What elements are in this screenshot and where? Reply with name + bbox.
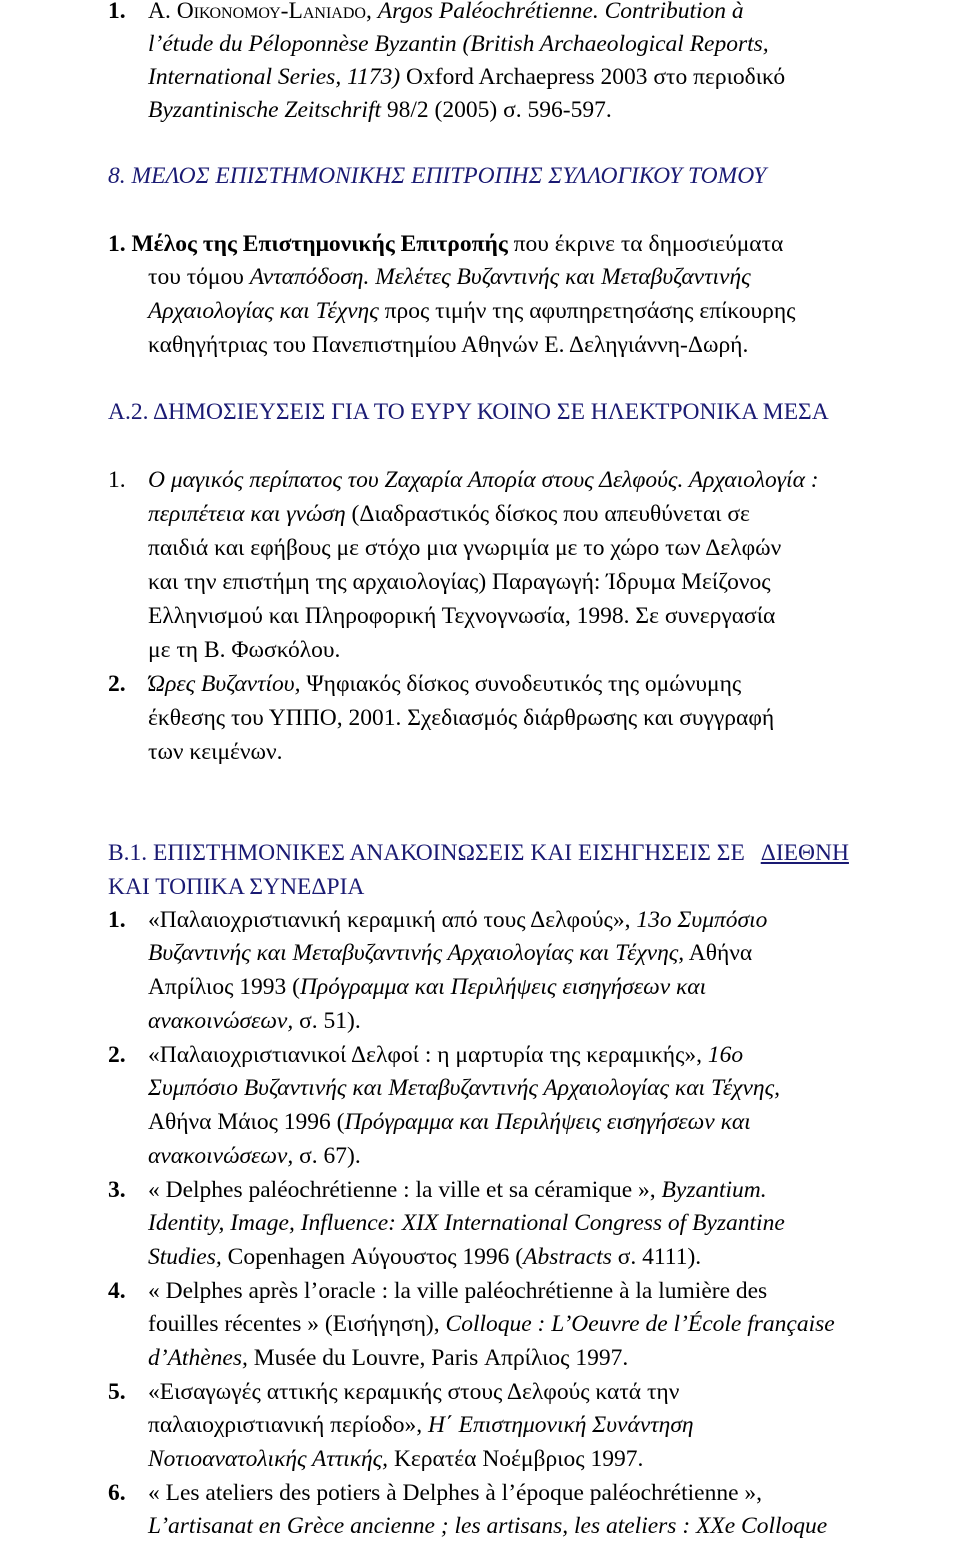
b1-item-2-line-1 [148, 1039, 743, 1073]
b1-heading-part-a: Β.1. ΕΠΙΣΤΗΜΟΝΙΚΕΣ ΑΝΑΚΟΙΝΩΣΕΙΣ ΚΑΙ ΕΙΣΗΓΗΣΕΙΣ ΣΕ [108, 840, 745, 866]
top-item-title-part: Argos Paléochrétienne. Contribution à [377, 0, 744, 24]
a2-item-1-line-1: Ο μαγικός περίπατος του Ζαχαρία Απορία στους Δελφούς. Αρχαιολογία : [148, 467, 819, 493]
s8-italic-part-2: Αρχαιολογίας και Τέχνης [148, 298, 379, 324]
b1-2-l4a: ανακοινώσεων, [148, 1143, 294, 1169]
b1-5-l3b: Κερατέα Νοέμβριος 1997. [393, 1446, 644, 1472]
b1-5-l2b: Η΄ Επιστημονική Συνάντηση [428, 1412, 694, 1438]
b1-1-l4b: σ. 51). [299, 1008, 361, 1034]
a2-item-2-line-3: των κειμένων. [148, 739, 283, 765]
b1-item-3-line-3 [148, 1241, 701, 1275]
b1-3-l1b: Byzantium. [661, 1177, 767, 1203]
b1-item-5-line-2 [148, 1409, 694, 1443]
b1-1-l4a: ανακοινώσεων, [148, 1008, 294, 1034]
b1-item-5-line-3 [148, 1443, 643, 1477]
b1-item-3-number: 3. [108, 1177, 126, 1203]
b1-item-1-line-1 [148, 904, 767, 938]
b1-item-6-line-1: « Les ateliers des potiers à Delphes à l’époque paléochrétienne », [148, 1480, 763, 1506]
top-item-number: 1. [108, 0, 126, 24]
b1-item-5-number: 5. [108, 1379, 126, 1405]
b1-item-1-line-3 [148, 971, 958, 1005]
b1-item-4-line-3 [148, 1342, 628, 1376]
b1-item-4-line-1: « Delphes après l’oracle : la ville paléochrétienne à la lumière des [148, 1278, 768, 1304]
section-a2-heading: Α.2. ΔΗΜΟΣΙΕΥΣΕΙΣ ΓΙΑ ΤΟ ΕΥΡΥ ΚΟΙΝΟ ΣΕ ΗΛΕΚΤΡΟΝΙΚΑ ΜΕΣΑ [108, 399, 829, 425]
b1-2-l1a: «Παλαιοχριστιανικοί Δελφοί : η μαρτυρία της κεραμικής», [148, 1042, 703, 1068]
a2-item-1-line-3: παιδιά και εφήβους με στόχο μια γνωριμία με το χώρο των Δελφών [148, 535, 782, 561]
b1-item-2-line-4 [148, 1140, 361, 1174]
b1-2-l3b: Πρόγραμμα και Περιλήψεις εισηγήσεων και [344, 1109, 751, 1135]
s8-line-4: καθηγήτριας του Πανεπιστημίου Αθηνών Ε. Δεληγιάννη-Δωρή. [148, 332, 749, 358]
b1-4-l3a: d’Athènes, [148, 1345, 248, 1371]
b1-item-6-number: 6. [108, 1480, 126, 1506]
s8-item-bold: 1. Μέλος της Επιστημονικής Επιτροπής [108, 231, 508, 257]
top-item-line-2: l’étude du Péloponnèse Byzantin (British Archaeological Reports, [148, 31, 769, 57]
b1-2-l3a: Αθήνα Μάιος 1996 ( [148, 1109, 345, 1135]
a2-item-1-line-4: και την επιστήμη της αρχαιολογίας) Παραγωγή: Ίδρυμα Μείζονος [148, 569, 771, 595]
b1-1-l1a: «Παλαιοχριστιανική κεραμική από τους Δελφούς», [148, 907, 631, 933]
b1-item-5-line-1: «Εισαγωγές αττικής κεραμικής στους Δελφούς κατά την [148, 1379, 680, 1405]
top-item-author: A. Οικονομου-Laniado, [148, 0, 372, 24]
b1-4-l2a: fouilles récentes » (Εισήγηση), [148, 1311, 440, 1337]
b1-item-1-line-2 [148, 937, 752, 971]
b1-2-l1b: 16ο [707, 1042, 744, 1068]
b1-5-l2a: παλαιοχριστιανική περίοδο», [148, 1412, 423, 1438]
b1-3-l3a: Studies, [148, 1244, 222, 1270]
a2-item-1-line-2: περιπέτεια και γνώση (Διαδραστικός δίσκος που απευθύνεται σε [148, 501, 750, 527]
top-item-publisher: Oxford Archaepress 2003 στο περιοδικό [406, 64, 786, 90]
a2-item-2-line-2: έκθεσης του ΥΠΠΟ, 2001. Σχεδιασμός διάρθρωσης και συγγραφή [148, 705, 775, 731]
a2-item-2-number: 2. [108, 671, 126, 697]
s8-line-3 [148, 295, 795, 329]
a2-item-1-line-6: με τη Β. Φωσκόλου. [148, 637, 341, 663]
section-b1-heading-line-2: ΚΑΙ ΤΟΠΙΚΑ ΣΥΝΕΔΡΙΑ [108, 874, 365, 900]
s8-line-1 [108, 228, 960, 262]
b1-item-1-line-4 [148, 1005, 361, 1039]
s8-plain-part: προς τιμήν της αφυπηρετησάσης επίκουρης [384, 298, 796, 324]
b1-item-6-line-2: L’artisanat en Grèce ancienne ; les artisans, les ateliers : XXe Colloque [148, 1513, 828, 1539]
top-item-pages: 98/2 (2005) σ. 596-597. [386, 97, 612, 123]
b1-item-2-number: 2. [108, 1042, 126, 1068]
a2-item-1-number: 1. [108, 467, 126, 493]
b1-item-4-number: 4. [108, 1278, 126, 1304]
b1-1-l1b: 13ο Συμπόσιο [636, 907, 768, 933]
top-item-line-1 [148, 0, 958, 29]
b1-item-2-line-2: Συμπόσιο Βυζαντινής και Μεταβυζαντινής Αρχαιολογίας και Τέχνης, [148, 1075, 780, 1101]
b1-3-l3b: Copenhagen Αύγουστος 1996 ( [227, 1244, 524, 1270]
top-item-line-4 [148, 94, 612, 128]
b1-3-l1a: « Delphes paléochrétienne : la ville et sa céramique », [148, 1177, 656, 1203]
b1-item-3-line-2: Identity, Image, Influence: XIX International Congress of Byzantine [148, 1210, 785, 1236]
a2-item-2-title: Ώρες Βυζαντίου, [148, 671, 301, 697]
b1-4-l3b: Musée du Louvre, Paris Απρίλιος 1997. [253, 1345, 629, 1371]
section-b1-heading-line-1 [108, 837, 849, 871]
b1-1-l3a: Απρίλιος 1993 ( [148, 974, 300, 1000]
b1-item-3-line-1 [148, 1174, 767, 1208]
top-item-line-3: International Series, 1173) Oxford Archaepress 2003 στο περιοδικό [148, 64, 786, 90]
b1-5-l3a: Νοτιοανατολικής Αττικής, [148, 1446, 389, 1472]
a2-item-1-line-5: Ελληνισμού και Πληροφορική Τεχνογνωσία, 1998. Σε συνεργασία [148, 603, 776, 629]
b1-heading-part-b: ΔΙΕΘΝΗ [760, 840, 849, 866]
s8-line-2 [148, 261, 751, 295]
b1-item-1-number: 1. [108, 907, 126, 933]
s8-italic-part-1: Ανταπόδοση. Μελέτες Βυζαντινής και Μεταβυζαντινής [249, 264, 751, 290]
b1-1-l2b: Αθήνα [688, 940, 753, 966]
b1-2-l4b: σ. 67). [299, 1143, 361, 1169]
b1-3-l3d: σ. 4111). [617, 1244, 702, 1270]
s8-item-plain-1: που έκρινε τα δημοσιεύματα [513, 231, 784, 257]
b1-1-l3b: Πρόγραμμα και Περιλήψεις εισηγήσεων και [299, 974, 707, 1000]
b1-item-2-line-3 [148, 1106, 751, 1140]
top-item-journal: Byzantinische Zeitschrift [148, 97, 382, 123]
b1-3-l3c: Abstracts [523, 1244, 612, 1270]
b1-1-l2a: Βυζαντινής και Μεταβυζαντινής Αρχαιολογίας και Τέχνης, [148, 940, 685, 966]
section-8-heading: 8. ΜΕΛΟΣ ΕΠΙΣΤΗΜΟΝΙΚΗΣ ΕΠΙΤΡΟΠΗΣ ΣΥΛΛΟΓΙΚΟΥ ΤΟΜΟΥ [108, 163, 767, 189]
b1-4-l2b: Colloque : L’Oeuvre de l’École française [445, 1311, 835, 1337]
s8-item-plain-2: του τόμου [148, 264, 244, 290]
b1-item-4-line-2 [148, 1308, 835, 1342]
a2-item-2-line-1: Ώρες Βυζαντίου, Ψηφιακός δίσκος συνοδευτικός της ομώνυμης [148, 671, 742, 697]
